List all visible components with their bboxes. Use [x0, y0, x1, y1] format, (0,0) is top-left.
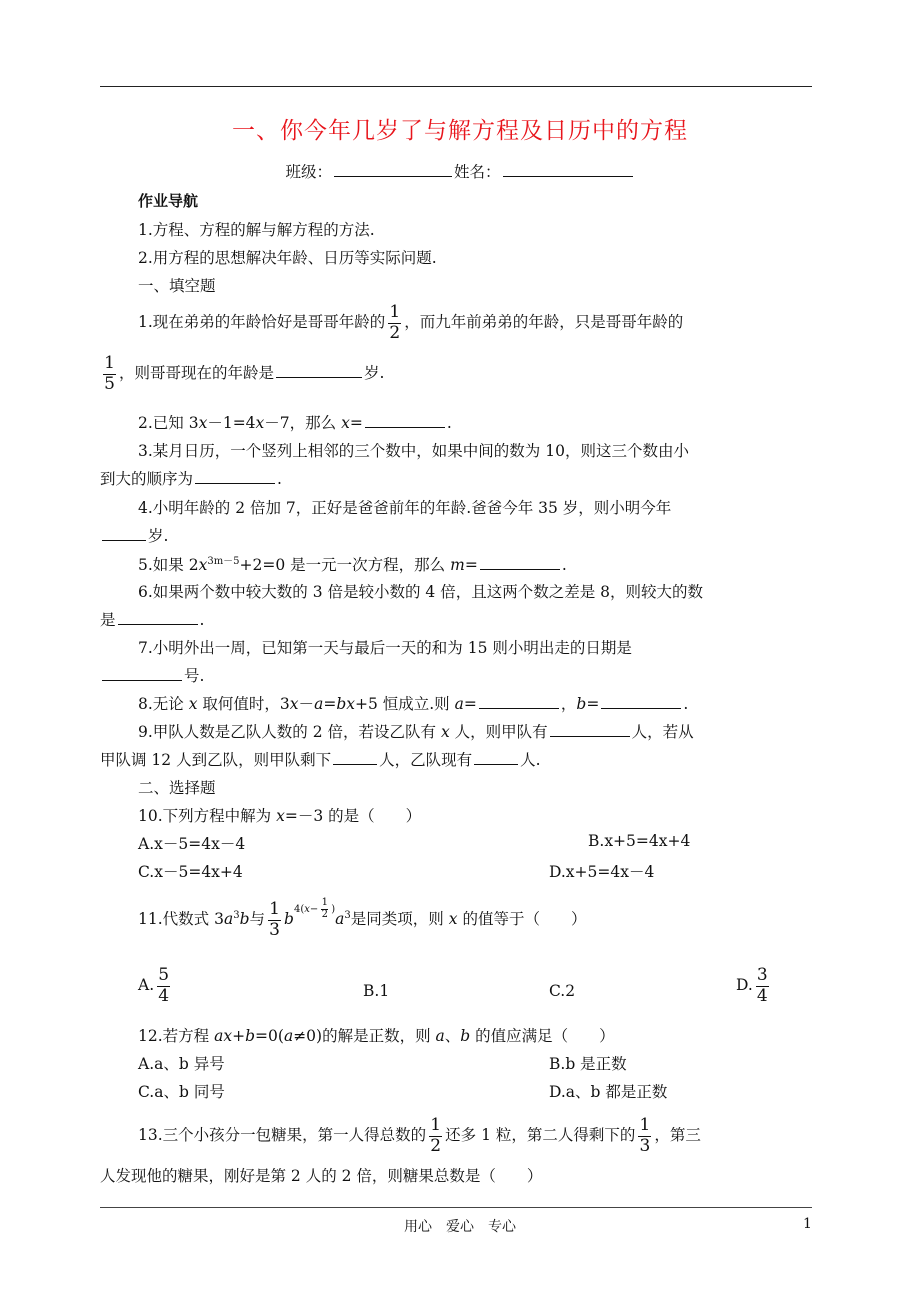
section-heading-fill: 一、填空题	[138, 277, 216, 295]
question-6-cont: 是 .	[100, 611, 205, 629]
option-b[interactable]: B.1	[363, 982, 390, 1000]
class-name-line	[0, 160, 920, 182]
option-d[interactable]: D.a、b 都是正数	[549, 1083, 668, 1101]
question-3-cont: 到大的顺序为 .	[100, 470, 282, 488]
option-c[interactable]: C.a、b 同号	[138, 1083, 225, 1101]
page-title: 一、你今年几岁了与解方程及日历中的方程	[232, 118, 688, 144]
answer-blank[interactable]	[118, 610, 198, 625]
question-1-cont: $\frac{1}{5}$ ，则哥哥现在的年龄是 岁.	[104, 353, 385, 394]
question-4: 4.小明年龄的 2 倍加 7，正好是爸爸前年的年龄.爸爸今年 35 岁，则小明今年	[138, 499, 672, 517]
fraction-exponent-half: $\frac{1}{2}$	[321, 897, 328, 920]
fraction-one-fifth: $\frac{1}{5}$	[104, 353, 115, 394]
option-d[interactable]: D.x+5=4x－4	[549, 863, 655, 881]
guide-item: 2.用方程的思想解决年龄、日历等实际问题.	[138, 249, 437, 267]
question-13: 13.三个小孩分一包糖果，第一人得总数的 $\frac{1}{2}$ 还多 1 粒，第二人得剩下的 $\frac{1}{3}$ ，第三	[138, 1115, 701, 1156]
section-heading-choice: 二、选择题	[138, 779, 216, 797]
question-7: 7.小明外出一周，已知第一天与最后一天的和为 15 则小明出走的日期是	[138, 639, 632, 657]
question-12: 12.若方程 ax+b=0(a≠0)的解是正数，则 a、b 的值应满足（ ）	[138, 1027, 615, 1045]
class-blank[interactable]	[334, 162, 452, 177]
question-10: 10.下列方程中解为 x=－3 的是（ ）	[138, 807, 422, 825]
question-3: 3.某月日历，一个竖列上相邻的三个数中，如果中间的数为 10，则这三个数由小	[138, 442, 689, 460]
answer-blank[interactable]	[550, 722, 630, 737]
class-label: 班级：	[285, 163, 332, 181]
name-blank[interactable]	[503, 162, 633, 177]
answer-blank[interactable]	[195, 469, 275, 484]
question-7-cont: 号.	[100, 664, 204, 686]
exponent: 4(x− 1 2 )	[293, 897, 336, 920]
question-9: 9.甲队人数是乙队人数的 2 倍，若设乙队有 x 人，则甲队有 人，若从	[138, 723, 694, 741]
option-a[interactable]: A. $\frac{5}{4}$	[138, 965, 170, 1006]
header-rule	[100, 86, 812, 87]
answer-blank[interactable]	[480, 555, 560, 570]
question-2: 2.已知 3x－1=4x－7，那么 x= .	[138, 414, 452, 432]
guide-heading: 作业导航	[138, 192, 199, 210]
answer-blank[interactable]	[479, 694, 559, 709]
guide-item: 1.方程、方程的解与解方程的方法.	[138, 221, 375, 239]
option-a[interactable]: A.a、b 异号	[138, 1055, 225, 1073]
page-number: 1	[803, 1216, 812, 1232]
question-13-cont: 人发现他的糖果，刚好是第 2 人的 2 倍，则糖果总数是（ ）	[100, 1167, 543, 1185]
question-9-cont: 甲队调 12 人到乙队，则甲队剩下 人，乙队现有 人.	[100, 751, 541, 769]
fraction-three-fourths: $\frac{3}{4}$	[756, 965, 768, 1006]
answer-blank[interactable]	[102, 666, 182, 681]
answer-blank[interactable]	[276, 363, 362, 378]
option-b[interactable]: B.x+5=4x+4	[588, 832, 691, 850]
answer-blank[interactable]	[601, 694, 681, 709]
answer-blank[interactable]	[474, 750, 518, 765]
option-a[interactable]: A.x－5=4x－4	[138, 835, 246, 853]
question-8: 8.无论 x 取何值时，3x－a=bx+5 恒成立.则 a= ，b= .	[138, 695, 689, 713]
fraction-one-half: $\frac{1}{2}$	[430, 1115, 442, 1156]
fraction-one-third: $\frac{1}{3}$	[269, 899, 280, 940]
answer-blank[interactable]	[333, 750, 377, 765]
question-5: 5.如果 $2x^{3m-5}+2=0$ 是一元一次方程，那么 m= .	[138, 556, 567, 575]
answer-blank[interactable]	[365, 413, 445, 428]
answer-blank[interactable]	[102, 526, 146, 541]
fraction-one-third: $\frac{1}{3}$	[639, 1115, 651, 1156]
question-11: 11.代数式 $3a^3b$与 $\frac{1}{3}$ $b^{4(x- \frac{1}{2} )}a^3$是同类项，则 x 的值等于（ ）	[138, 897, 587, 940]
option-b[interactable]: B.b 是正数	[549, 1055, 627, 1073]
question-6: 6.如果两个数中较大数的 3 倍是较小数的 4 倍，且这两个数之差是 8，则较大的数	[138, 583, 704, 601]
option-c[interactable]: C.x－5=4x+4	[138, 863, 243, 881]
option-c[interactable]: C.2	[549, 982, 576, 1000]
option-d[interactable]: D. $\frac{3}{4}$	[736, 965, 768, 1006]
name-label: 姓名：	[454, 163, 501, 181]
fraction-one-half: $\frac{1}{2}$	[389, 302, 401, 343]
footer-rule	[100, 1207, 812, 1208]
question-4-cont: 岁.	[100, 524, 168, 546]
question-1: 1.现在弟弟的年龄恰好是哥哥年龄的 $\frac{1}{2}$ ，而九年前弟弟的年龄，只是哥哥年龄的	[138, 302, 684, 343]
footer-motto: 用心 爱心 专心	[404, 1219, 516, 1235]
fraction-five-fourths: $\frac{5}{4}$	[158, 965, 170, 1006]
